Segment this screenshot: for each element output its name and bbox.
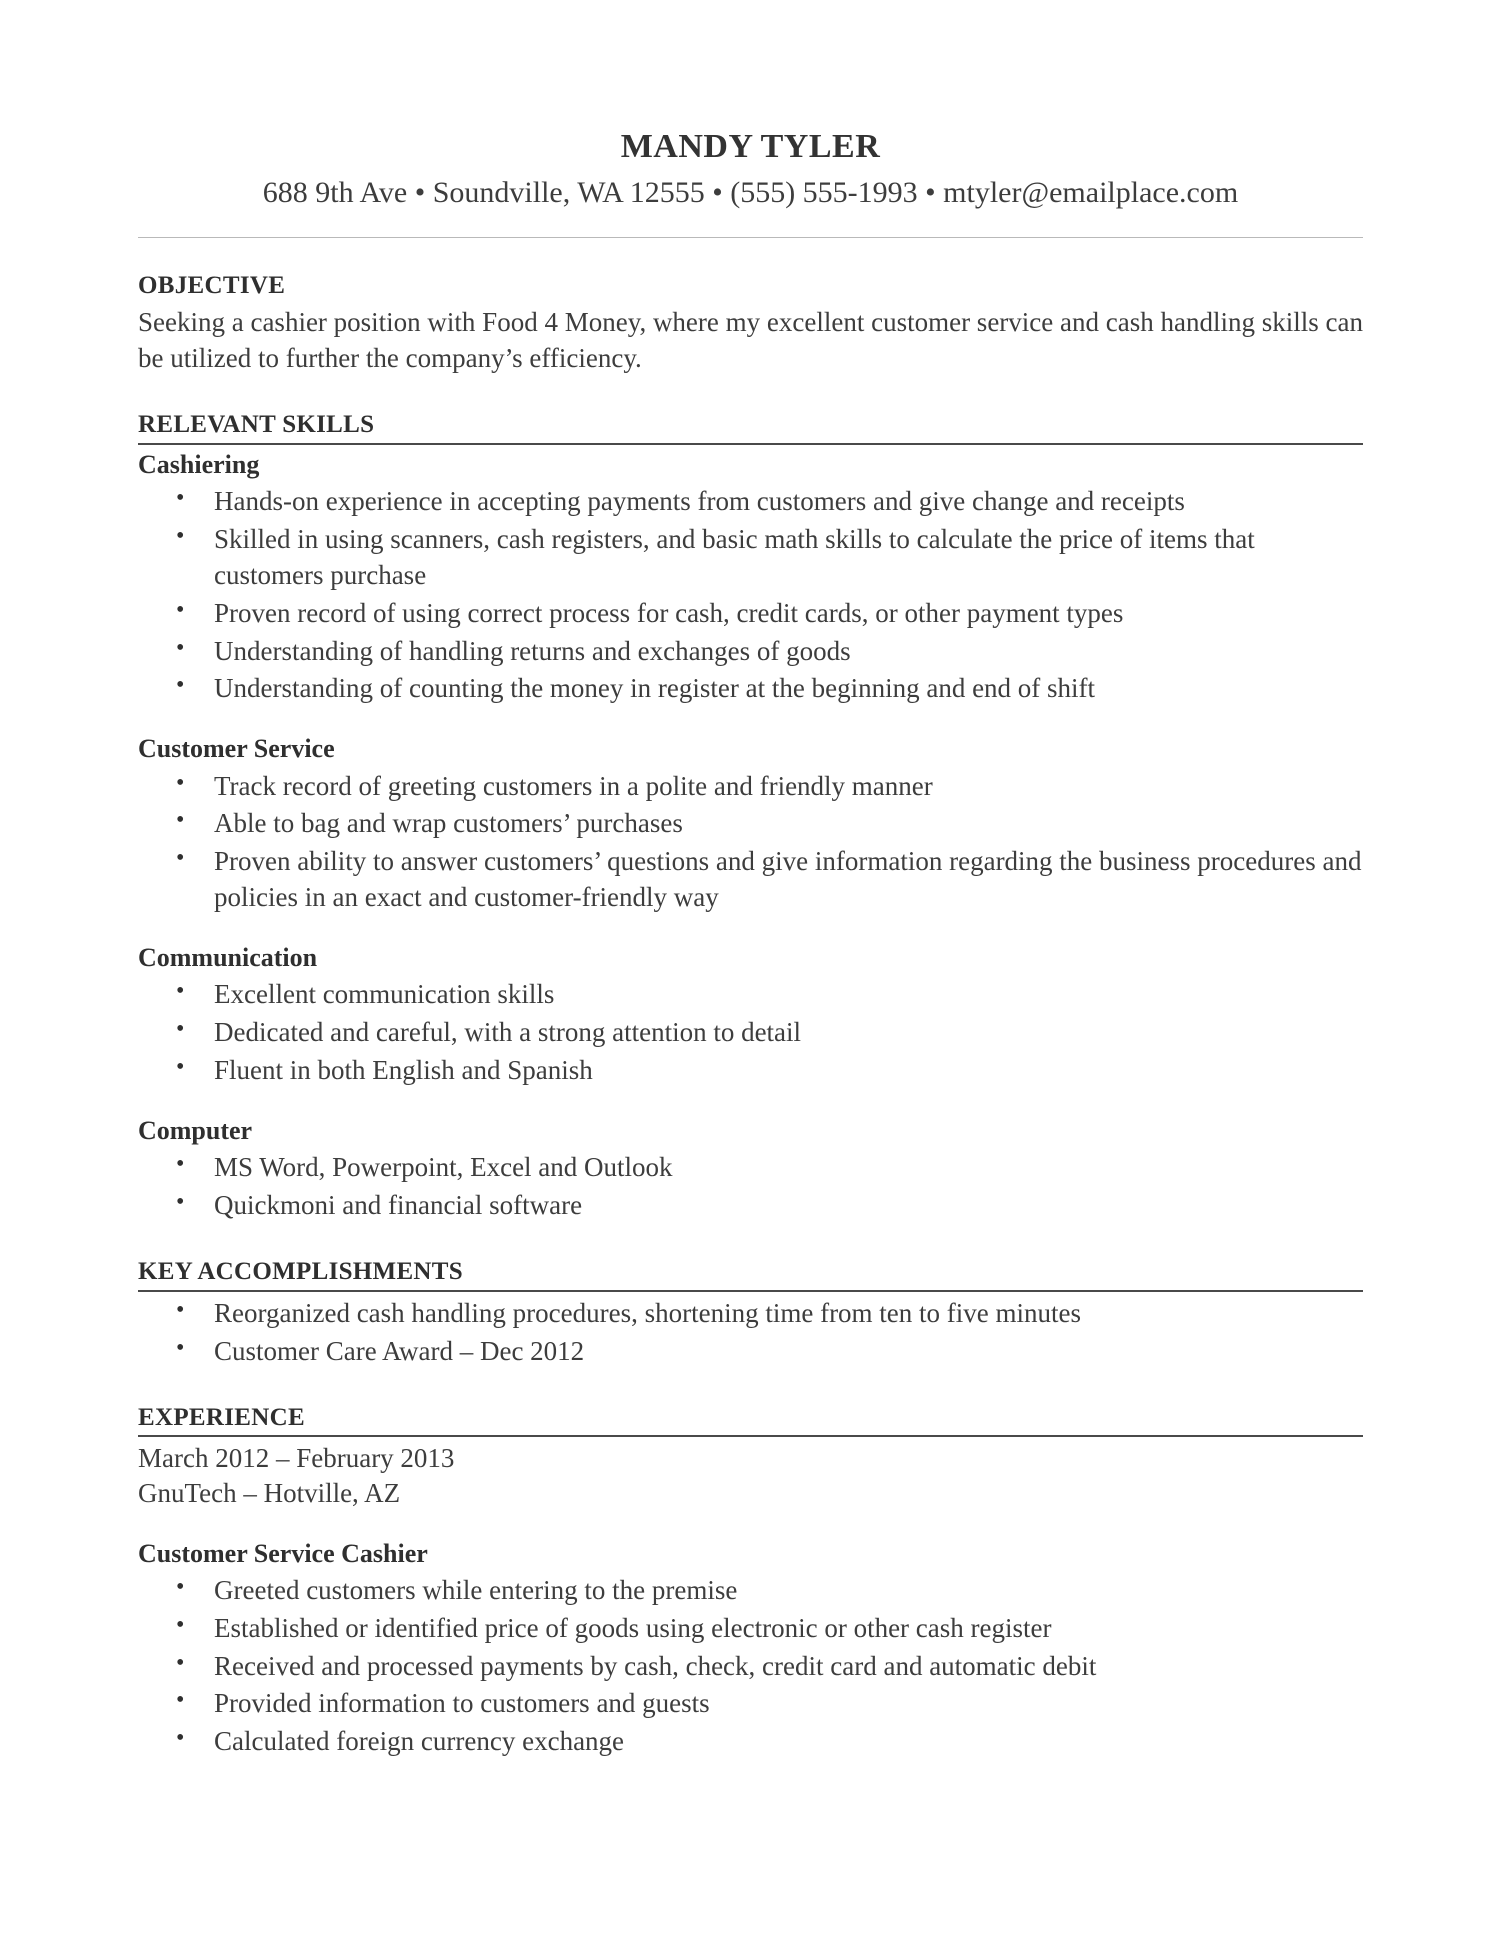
- section-objective: [138, 272, 1363, 377]
- contact-line: 688 9th Ave • Soundville, WA 12555 • (555) 555-1993 • mtyler@emailplace.com: [262, 176, 1239, 210]
- list-item: • Quickmoni and financial software: [138, 1188, 1363, 1224]
- list-item: • Reorganized cash handling procedures, shortening time from ten to five minutes: [138, 1296, 1363, 1332]
- list-item: • Greeted customers while entering to the premise: [138, 1573, 1363, 1609]
- objective-text: Seeking a cashier position with Food 4 Money, where my excellent customer service and cash handling skills can be utilized to further the company’s efficiency.: [138, 307, 1363, 374]
- skills-group-communication: [138, 942, 1363, 1089]
- skills-list: [138, 769, 1363, 917]
- skills-group-title: Customer Service: [138, 734, 335, 764]
- key-accomplishments-list: [138, 1296, 1363, 1370]
- list-item: • Dedicated and careful, with a strong attention to detail: [138, 1015, 1363, 1051]
- skills-group-title: Computer: [138, 1116, 253, 1146]
- objective-heading: OBJECTIVE: [138, 272, 286, 300]
- list-item: • Excellent communication skills: [138, 977, 1363, 1013]
- experience-dates: March 2012 – February 2013: [138, 1443, 455, 1474]
- experience-job-title: Customer Service Cashier: [138, 1538, 428, 1568]
- list-item: • Understanding of counting the money in register at the beginning and end of shift: [138, 671, 1363, 707]
- section-key-accomplishments: [138, 1258, 1363, 1370]
- header-divider: [138, 237, 1363, 238]
- list-item: • Established or identified price of goods using electronic or other cash register: [138, 1611, 1363, 1647]
- list-item: • Hands-on experience in accepting payments from customers and give change and receipts: [138, 484, 1363, 520]
- list-item: • Proven record of using correct process for cash, credit cards, or other payment types: [138, 596, 1363, 632]
- skills-group-cashiering: [138, 449, 1363, 708]
- list-item: • Calculated foreign currency exchange: [138, 1724, 1363, 1760]
- page-title: MANDY TYLER: [620, 128, 881, 165]
- resume-content: [138, 0, 1363, 1760]
- section-relevant-skills: [138, 411, 1363, 1224]
- skills-group-computer: [138, 1115, 1363, 1224]
- list-item: • MS Word, Powerpoint, Excel and Outlook: [138, 1150, 1363, 1186]
- list-item: • Provided information to customers and guests: [138, 1686, 1363, 1722]
- list-item: • Received and processed payments by cash, check, credit card and automatic debit: [138, 1649, 1363, 1685]
- list-item: • Fluent in both English and Spanish: [138, 1053, 1363, 1089]
- skills-list: [138, 977, 1363, 1089]
- relevant-skills-heading: RELEVANT SKILLS: [138, 411, 1363, 445]
- experience-company: GnuTech – Hotville, AZ: [138, 1478, 401, 1509]
- skills-list: [138, 1150, 1363, 1224]
- list-item: • Customer Care Award – Dec 2012: [138, 1334, 1363, 1370]
- section-experience: [138, 1404, 1363, 1761]
- list-item: • Proven ability to answer customers’ questions and give information regarding the business procedures and policies in an exact and customer-friendly way: [138, 844, 1363, 916]
- experience-list: [138, 1573, 1363, 1761]
- key-accomplishments-heading: KEY ACCOMPLISHMENTS: [138, 1258, 1363, 1292]
- skills-list: [138, 484, 1363, 707]
- list-item: • Track record of greeting customers in a polite and friendly manner: [138, 769, 1363, 805]
- list-item: • Able to bag and wrap customers’ purchases: [138, 806, 1363, 842]
- experience-heading: EXPERIENCE: [138, 1404, 1363, 1438]
- list-item: • Skilled in using scanners, cash registers, and basic math skills to calculate the price of items that customers purchase: [138, 522, 1363, 594]
- skills-group-title: Communication: [138, 943, 318, 973]
- list-item: • Understanding of handling returns and exchanges of goods: [138, 634, 1363, 670]
- skills-group-title: Cashiering: [138, 449, 260, 479]
- skills-group-customer-service: [138, 733, 1363, 916]
